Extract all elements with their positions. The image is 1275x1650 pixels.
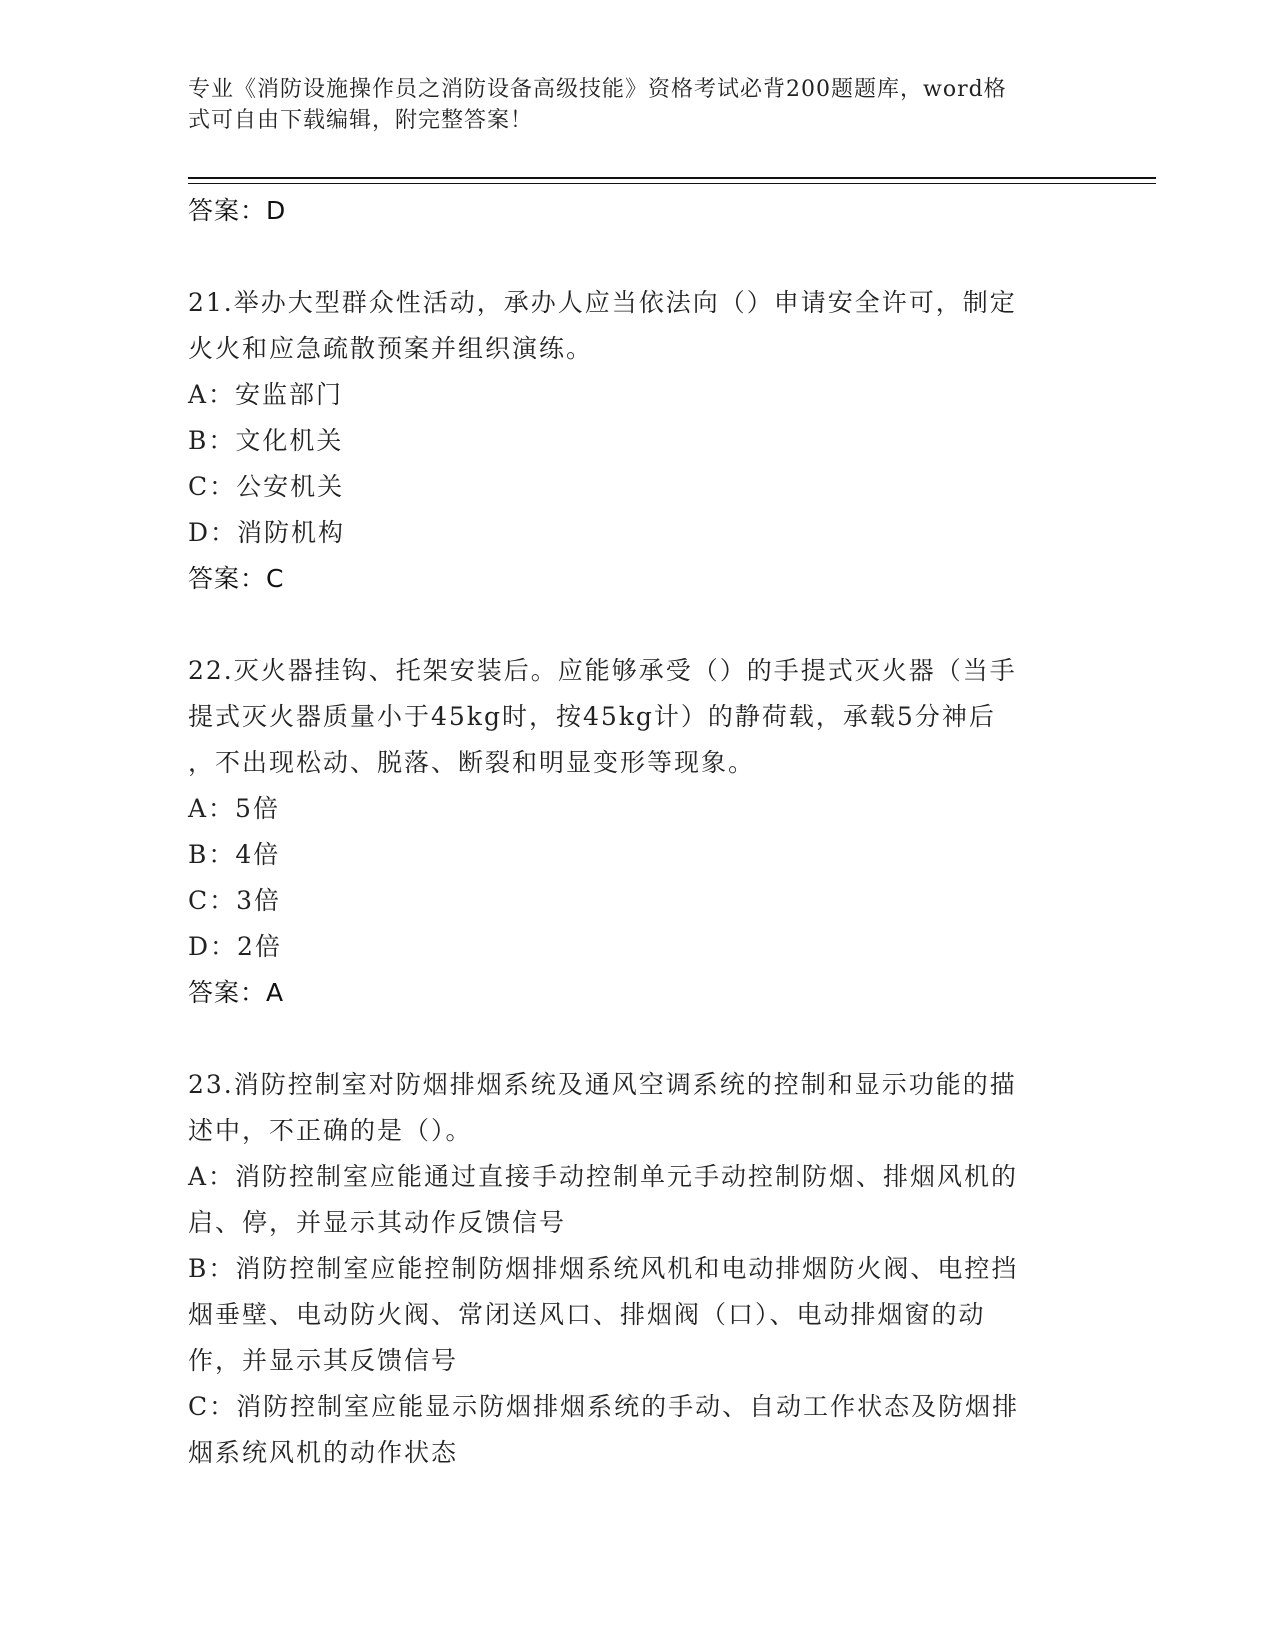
spacer: [188, 234, 1088, 280]
option-d: D：2倍: [188, 932, 282, 961]
option-b-line: 烟垂壁、电动防火阀、常闭送风口、排烟阀（口）、电动排烟窗的动: [188, 1300, 986, 1329]
answer: 答案：C: [188, 564, 285, 593]
question-list: [188, 188, 1088, 1476]
header-rule-thin: [188, 183, 1156, 184]
option-c: C：公安机关: [188, 472, 345, 501]
option-b: B：文化机关: [188, 426, 344, 455]
option-b: B：4倍: [188, 840, 281, 869]
question-text-line: 述中，不正确的是（）。: [188, 1116, 473, 1145]
previous-answer: 答案：D: [188, 196, 287, 225]
spacer: [188, 602, 1088, 648]
header-line-1: 专业《消防设施操作员之消防设备高级技能》资格考试必背200题题库，word格: [188, 77, 1007, 102]
page-header: [188, 74, 1068, 136]
spacer: [188, 1016, 1088, 1062]
question-text-line: 火火和应急疏散预案并组织演练。: [188, 334, 594, 363]
header-rule-thick: [188, 177, 1156, 179]
option-c: C：3倍: [188, 886, 282, 915]
question-23: [188, 1062, 1088, 1476]
option-c-line: C：消防控制室应能显示防烟排烟系统的手动、自动工作状态及防烟排: [188, 1392, 1020, 1421]
option-a: A：5倍: [188, 794, 280, 823]
option-a-line: A：消防控制室应能通过直接手动控制单元手动控制防烟、排烟风机的: [188, 1162, 1019, 1191]
question-text-line: ，不出现松动、脱落、断裂和明显变形等现象。: [188, 748, 756, 777]
question-text-line: 提式灭火器质量小于45kg时，按45kg计）的静荷载，承载5分神后: [188, 702, 996, 731]
option-b-line: 作，并显示其反馈信号: [188, 1346, 459, 1375]
option-a-line: 启、停，并显示其动作反馈信号: [188, 1208, 567, 1237]
header-line-2: 式可自由下载编辑，附完整答案！: [188, 108, 534, 133]
question-text-line: 23.消防控制室对防烟排烟系统及通风空调系统的控制和显示功能的描: [188, 1070, 1017, 1099]
question-21: [188, 280, 1088, 602]
option-b-line: B：消防控制室应能控制防烟排烟系统风机和电动排烟防火阀、电控挡: [188, 1254, 1019, 1283]
option-a: A：安监部门: [188, 380, 344, 409]
option-d: D：消防机构: [188, 518, 346, 547]
option-c-line: 烟系统风机的动作状态: [188, 1438, 459, 1467]
answer: 答案：A: [188, 978, 285, 1007]
question-text-line: 22.灭火器挂钩、托架安装后。应能够承受（）的手提式灭火器（当手: [188, 656, 1017, 685]
question-text-line: 21.举办大型群众性活动，承办人应当依法向（）申请安全许可，制定: [188, 288, 1017, 317]
question-22: [188, 648, 1088, 1016]
